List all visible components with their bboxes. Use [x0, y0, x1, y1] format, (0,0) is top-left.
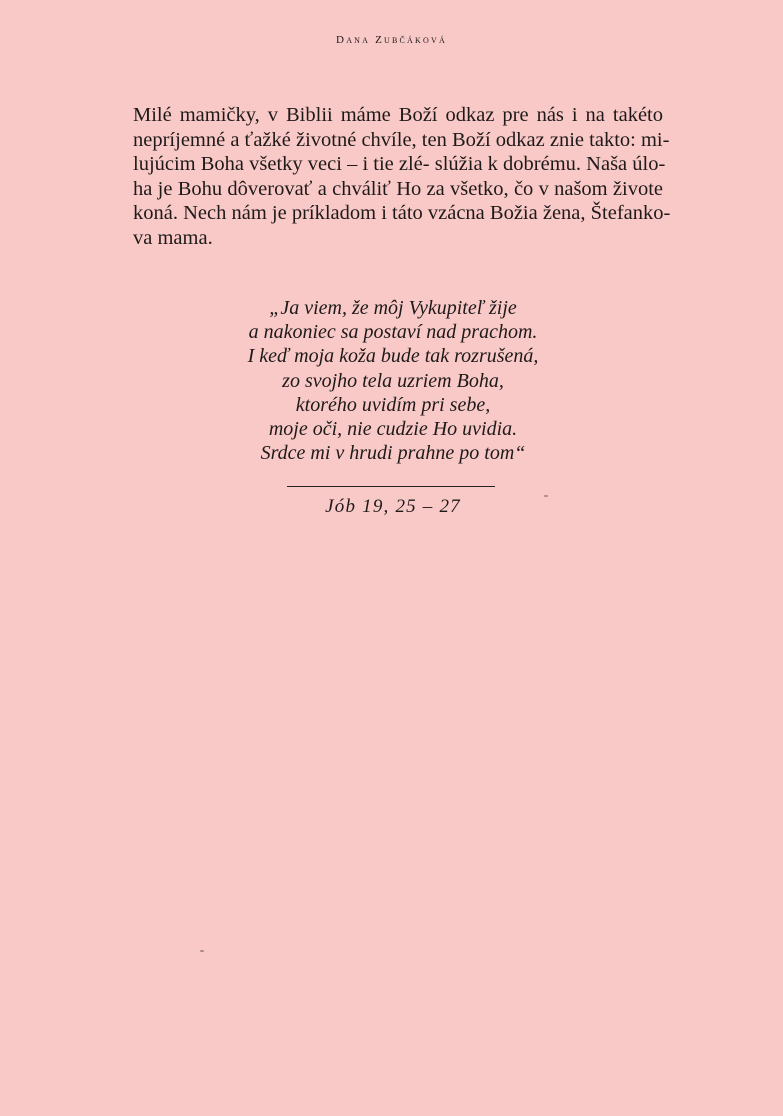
quote-line-3: I keď moja koža bude tak rozrušená, [247, 345, 539, 368]
body-line-5: koná. Nech nám je príkladom i táto vzácna Božia žena, Štefanko- [133, 202, 671, 225]
quote-line-2: a nakoniec sa postaví nad prachom. [248, 321, 538, 344]
body-line-3: lujúcim Boha všetky veci – i tie zlé- slúžia k dobrému. Naša úlo- [133, 153, 666, 176]
quote-line-6: moje oči, nie cudzie Ho uvidia. [268, 418, 518, 441]
paper-speck [200, 950, 204, 952]
quote-divider-rule [287, 486, 495, 487]
quote-attribution: Jób 19, 25 – 27 [325, 496, 461, 517]
quote-line-4: zo svojho tela uzriem Boha, [282, 369, 504, 392]
body-paragraph [133, 103, 671, 251]
quote-line-7: Srdce mi v hrudi prahne po tom“ [260, 442, 526, 465]
body-line-6: va mama. [133, 226, 213, 249]
scripture-quote [214, 296, 572, 465]
quote-line-1: „Ja viem, že môj Vykupiteľ žije [269, 297, 517, 319]
paper-speck [544, 495, 548, 497]
body-line-4: ha je Bohu dôverovať a chváliť Ho za všetko, čo v našom živote [133, 177, 663, 200]
running-header-author: Dana Zubčáková [336, 34, 447, 46]
quote-line-5: ktorého uvidím pri sebe, [295, 393, 491, 416]
body-line-1: Milé mamičky, v Biblii máme Boží odkaz pre nás i na takéto [133, 104, 663, 126]
body-line-2: nepríjemné a ťažké životné chvíle, ten Boží odkaz znie takto: mi- [133, 128, 670, 151]
